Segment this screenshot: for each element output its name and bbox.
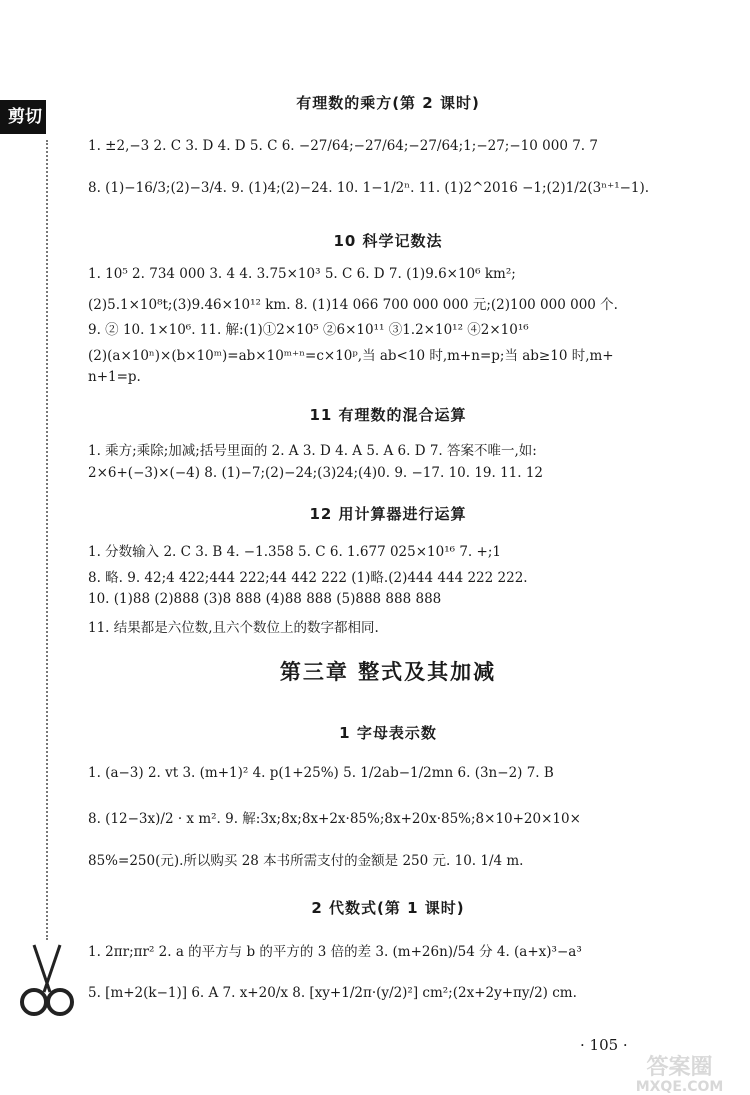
answer-line: 5. [m+2(k−1)] 6. A 7. x+20/x 8. [xy+1/2π·(y/2)²] cm²;(2x+2y+πy/2) cm. (88, 985, 577, 1001)
answer-line: 10. (1)88 (2)888 (3)8 888 (4)88 888 (5)888 888 888 (88, 591, 442, 607)
answer-line: (2)(a×10ⁿ)×(b×10ᵐ)=ab×10ᵐ⁺ⁿ=c×10ᵖ,当 ab<10 时,m+n=p;当 ab≥10 时,m+ (88, 348, 614, 364)
answer-line: 1. 乘方;乘除;加减;括号里面的 2. A 3. D 4. A 5. A 6. D 7. 答案不唯一,如: (88, 443, 537, 459)
answer-line: 8. 略. 9. 42;4 422;444 222;44 442 222 (1)略.(2)444 444 222 222. (88, 570, 528, 586)
answer-line: 9. ② 10. 1×10⁶. 11. 解:(1)①2×10⁵ ②6×10¹¹ ③1.2×10¹² ④2×10¹⁶ (88, 322, 529, 338)
dotted-cut-line (46, 140, 48, 940)
answer-line: 1. (a−3) 2. vt 3. (m+1)² 4. p(1+25%) 5. 1/2ab−1/2mn 6. (3n−2) 7. B (88, 765, 554, 781)
answer-line: 85%=250(元).所以购买 28 本书所需支付的金额是 250 元. 10. 1/4 m. (88, 853, 524, 869)
answer-line: 1. 10⁵ 2. 734 000 3. 4 4. 3.75×10³ 5. C 6. D 7. (1)9.6×10⁶ km²; (88, 266, 516, 282)
section-title: 有理数的乘方(第 2 课时) (296, 94, 480, 112)
section-title: 1 字母表示数 (339, 724, 437, 742)
section-title: 12 用计算器进行运算 (309, 505, 467, 523)
scissors-icon (12, 940, 82, 1020)
chapter-title: 第三章 整式及其加减 (279, 660, 497, 684)
answer-line: 8. (1)−16/3;(2)−3/4. 9. (1)4;(2)−24. 10. 1−1/2ⁿ. 11. (1)2^2016 −1;(2)1/2(3ⁿ⁺¹−1). (88, 180, 650, 196)
answer-line: 8. (12−3x)/2 · x m². 9. 解:3x;8x;8x+2x·85%;8x+20x·85%;8×10+20×10× (88, 811, 581, 827)
answer-line: (2)5.1×10⁸t;(3)9.46×10¹² km. 8. (1)14 066 700 000 000 元;(2)100 000 000 个. (88, 297, 618, 313)
watermark-logo (612, 1050, 747, 1095)
watermark-sub: MXQE.COM (635, 1079, 724, 1095)
section-title: 11 有理数的混合运算 (309, 406, 467, 424)
answer-line: n+1=p. (88, 369, 141, 385)
answer-line: 1. 分数输入 2. C 3. B 4. −1.358 5. C 6. 1.677 025×10¹⁶ 7. +;1 (88, 544, 501, 560)
page-number: · 105 · (580, 1036, 628, 1054)
answer-line: 2×6+(−3)×(−4) 8. (1)−7;(2)−24;(3)24;(4)0. 9. −17. 10. 19. 11. 12 (88, 465, 544, 481)
watermark-main: 答案圈 (646, 1055, 713, 1080)
answer-line: 1. 2πr;πr² 2. a 的平方与 b 的平方的 3 倍的差 3. (m+26n)/54 分 4. (a+x)³−a³ (88, 944, 582, 960)
section-title: 10 科学记数法 (333, 232, 443, 250)
answer-line: 1. ±2,−3 2. C 3. D 4. D 5. C 6. −27/64;−27/64;−27/64;1;−27;−10 000 7. 7 (88, 138, 598, 154)
cut-line-tab: 剪切线 (0, 100, 46, 134)
answer-line: 11. 结果都是六位数,且六个数位上的数字都相同. (88, 620, 379, 636)
section-title: 2 代数式(第 1 课时) (311, 899, 465, 917)
